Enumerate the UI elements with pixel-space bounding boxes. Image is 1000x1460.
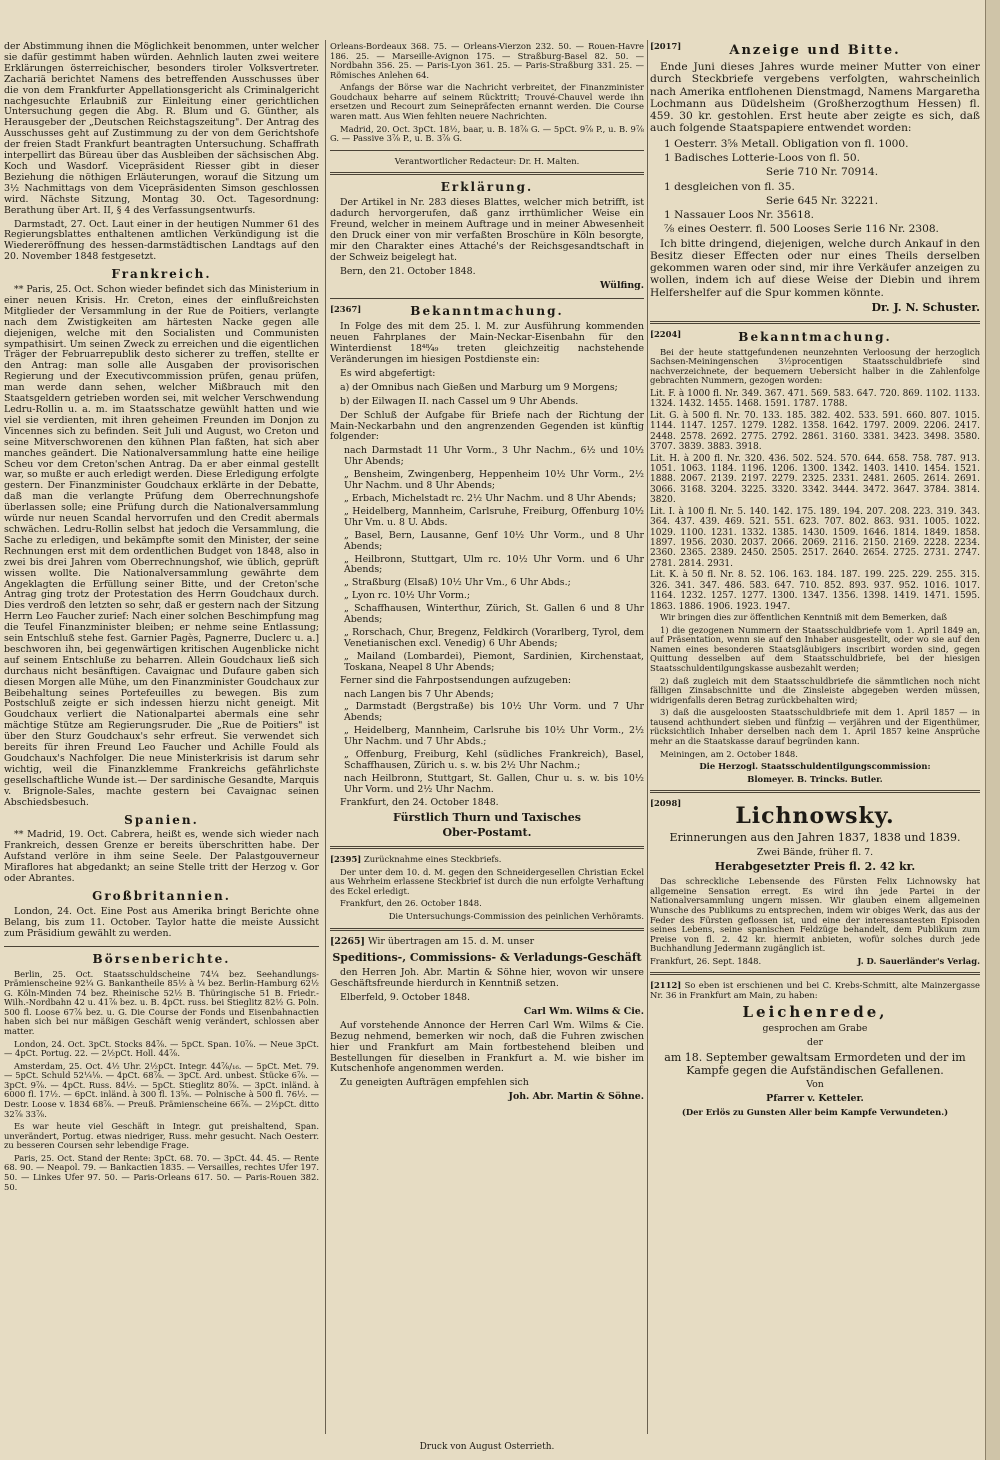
article-paragraph: London, 24. Oct. Eine Post aus Amerika bringt Berichte ohne Belang, bis zum 11. October. Taylor hatte die meiste Aussicht zum Präsidium gewählt zu werden. [4, 905, 319, 939]
divider [650, 321, 980, 324]
notice-paragraph: Wir bringen dies zur öffentlichen Kenntniß mit dem Bemerken, daß [660, 612, 947, 623]
stolen-item: 1 Nassauer Loos Nr. 35618. [664, 209, 814, 222]
route-item: „ Lyon rc. 10½ Uhr Vorm.; [344, 590, 471, 602]
notice-signature: Die Untersuchungs-Commission des peinlichen Verhöramts. [388, 910, 644, 921]
notice-date: Frankfurt, den 26. October 1848. [340, 898, 482, 909]
notice-date: Bern, den 21. October 1848. [340, 265, 476, 277]
notice-paragraph: b) der Eilwagen II. nach Cassel um 9 Uhr Abends. [340, 395, 579, 407]
notice-signature: Joh. Abr. Martin & Söhne. [508, 1091, 644, 1103]
heading-speditions-geschaeft: Speditions-, Commissions- & Verladungs-Geschäft [332, 951, 642, 965]
market-report: Orleans-Bordeaux 368. 75. — Orleans-Vierzon 232. 50. — Rouen-Havre 186. 25. — Marseille-Avignon 175. — Straßburg-Basel 82. 50. — Nordbahn 356. 25. — Paris-Lyon 361. 25. — Paris-Straßburg 331. 25. — Römisches Anlehen 64. [330, 42, 644, 80]
book-author: Pfarrer v. Ketteler. [766, 1093, 864, 1105]
book-detail: am 18. September gewaltsam Ermordeten und der im Kampfe gegen die Aufständischen Gefallenen. [664, 1050, 966, 1077]
notice-title: Zurücknahme eines Steckbriefs. [363, 854, 502, 865]
article-paragraph: ** Paris, 25. Oct. Schon wieder befindet sich das Ministerium in einer neuen Krisis. Hr. Creton, eines der einflußreichsten Mitglieder der Versammlung in der Rue de Poitiers, verlangte nach dem Zwistigkeiten am härtesten Nacke gegen alle diejenigen, welche mit den Socialisten und Communisten sympathisirt. Um seinen Zweck zu erreichen und die eigentlichen Träger der Februarrepublik desto sicherer zu treffen, stellte er den Antrag: man solle alle Ausgaben der provisorischen Regierung und der Executivcommission prüfen, genau prüfen, man werde dann sehen, welcher Mißbrauch mit den Staatsgeldern getrieben worden sei, mit welcher Verschwendung Ledru-Rollin u. a. m. im Staatsschatze gewühlt hatten und wie viel sie verdienten, mit ihren geheimen Freunden im Donjon zu Vincennes sich zu befinden. Seit Juli und August, wo Creton und seine Mitverschworenen den kühnen Plan faßten, hat sich aber manches geändert. Die Nationalversammlung hatte eine heilige Scheu vor dem Creton'schen Antrag. Da er aber einmal gestellt war, so mußte er auch erledigt werden. Diese Erledigung erfolgte gestern. Der Finanzminister Goudchaux erklärte in der Debatte, daß man die verlangte Prüfung dem Oberrechnungshofe überlassen solle; eine Prüfung durch die Nationalversammlung würde nur neuen Scandal hervorrufen und den Credit abermals schwächen. Ledru-Rollin selbst hat jedoch die Versammlung, die Sache zu erledigen, und bekämpfte somit den Minister, der seine Rechnungen erst mit dem ordentlichen Budget von 1848, also in zwei bis drei Jahren vom Oberrechnungshof, wie üblich, geprüft wissen wollte. Die Nationalversammlung gewährte dem Angeklagten die Erfüllung seiner Bitte, und der Creton'sche Antrag ging trotz der Protestation des Herrn Goudchaux durch. Dies verdroß den letzten so sehr, daß er gestern nach der Sitzung Herrn Leo Faucher zurief: Nach einer solchen Beschimpfung mag die Teufel Finanzminister bleiben; er nehme seine Entlassung; sein Entschluß stehe fest. Garnier Pagès, Pagnerre, Duclerc u. a.] beschworen ihn, bei gegenwärtigen kritischen Augenblicke nicht auf seinem Entschluße zu beharren. Allein Goudchaux ließ sich durchaus nicht besänftigen. Cavaignac und Dufaure gaben sich diesen Morgen alle Mühe, um den Finanzminister Goudchaux zur Beibehaltung seines Portefeuilles zu bewegen. Bis zum Postschluß zeigte er sich indessen hierzu nicht geneigt. Mit Goudchaux verliert die Nationalpartei abermals eine sehr mächtige Stütze am Regierungsruder. Die „Rue de Poitiers" ist über den Sturz Goudchaux's sehr erfreut. Sie verwendet sich bereits für ihren Freund Leo Faucher und Achille Fould als Goudchaux's Nachfolger. Die neue Ministerkrisis ist darum sehr wichtig, weil die Finanzklemme Frankreichs gefährlichste gesellschaftliche Wunde ist.— Der sardinische Gesandte, Marquis v. Brignole-Sales, machte gestern bei Cavaignac seinen Abschiedsbesuch. [4, 284, 319, 808]
stolen-item: Serie 645 Nr. 32221. [765, 194, 879, 207]
market-report: Berlin, 25. Oct. Staatsschuldscheine 74¼ bez. Seehandlungs-Prämienscheine 92¼ G. Bankantheile 85½ à ¼ bez. Berlin-Hamburg 62½ G. Köln-Minden 74 bez. Rheinische 52½ B. Thüringische 51 B. Friedr.-Wilh.-Nordbahn 42 u. 41⅞ bez. u. B. 4pCt. russ. bei Stieglitz 82½ G. Poln. 500 fl. Loose 67⅞ bez. u. G. Die Course der Fonds und Eisenbahnactien haben sich bei nur mäßigen Geschäft wenig verändert, schlossen aber matter. [4, 968, 319, 1036]
notice-signature: Wülfing. [600, 279, 644, 291]
notice-paragraph: Es wird abgefertigt: [340, 367, 436, 379]
notice-paragraph: Ende Juni dieses Jahres wurde meiner Mutter von einer durch Steckbriefe vergebens verfolgten, wahrscheinlich nach Amerika entflohenen Dienstmagd, Namens Margaretha Lochmann aus Düdelsheim (Großherzogthum Hessen) fl. 459. 30 kr. gestohlen. Erst heute aber zeigte es sich, daß auch folgende Staatspapiere entwendet worden: [650, 60, 980, 135]
notice-paragraph: Zu geneigten Aufträgen empfehlen sich [340, 1077, 529, 1089]
notice-paragraph: 3) daß die ausgeloosten Staatsschuldbriefe mit dem 1. April 1857 — in tausend achthundert sieben und fünfzig — verjähren und der Eigenthümer, rücksichtlich Inhaber derselben nach dem 1. April 1857 keine Ansprüche mehr an die Staatskasse darauf begründen kann. [650, 707, 980, 747]
heading-bekanntmachung: Bekanntmachung. [738, 329, 892, 344]
notice-paragraph: Der Artikel in Nr. 283 dieses Blattes, welcher mich betrifft, ist dadurch hervorgerufen, daß ganz irrthümlicher Weise ein Freund, welcher in meinem Auftrage und in meiner Abwesenheit den Druck einer von mir verfaßten Broschüre in Köln besorgte, mir den Charakter eines Attaché's der Reichsgesandtschaft in der Schweiz beigelegt hat. [330, 197, 644, 263]
book-detail: Von [806, 1079, 824, 1091]
route-item: nach Heilbronn, Stuttgart, St. Gallen, Chur u. s. w. bis 10½ Uhr Vorm. und 2½ Uhr Nachm. [344, 772, 644, 795]
notice-date: Elberfeld, 9. October 1848. [340, 992, 470, 1004]
divider [650, 790, 980, 793]
book-detail: gesprochen am Grabe [762, 1022, 868, 1034]
route-item: „ Offenburg, Freiburg, Kehl (südliches Frankreich), Basel, Schaffhausen, Zürich u. s. w. bis 2½ Uhr Nachm.; [344, 749, 644, 771]
divider [330, 150, 644, 151]
route-item: „ Mailand (Lombardei), Piemont, Sardinien, Kirchenstaat, Toskana, Neapel 8 Uhr Abends; [344, 650, 644, 673]
market-report: Anfangs der Börse war die Nachricht verbreitet, der Finanzminister Goudchaux beharre auf seinem Rücktritt; Trouvé-Chauvel werde ihn ersetzen und Recourt zum Seinepräfecten ernannt werden. Die Course waren matt. Aus Wien fehlten neuere Nachrichten. [330, 82, 644, 122]
adjacent-page-edge [985, 0, 1000, 1460]
market-report: London, 24. Oct. 3pCt. Stocks 84⅞. — 5pCt. Span. 10⅞. — Neue 3pCt. — 4pCt. Portug. 22. — 2½pCt. Holl. 44⅞. [4, 1038, 319, 1059]
printer-line: Druck von August Osterrieth. [419, 1441, 555, 1452]
notice-paragraph: Auf vorstehende Annonce der Herren Carl Wm. Wilms & Cie. Bezug nehmend, bemerken wir noch, daß die Fuhren zwischen hier und Frankfurt am Main fortbestehend bleiben und Bestellungen für dieselben in Frankfurt a. M. wie bisher im Kutschenhofe angenommen werden. [330, 1019, 644, 1075]
article-paragraph: ** Madrid, 19. Oct. Cabrera, heißt es, wende sich wieder nach Frankreich, dessen Grenze er bereits überschritten habe. Der Aufstand verlöre in ihm seine Seele. Der Palastgouverneur Miraflores hat abgedankt; an seine Stelle tritt der Herzog v. Gor oder Abrantes. [4, 829, 319, 885]
route-item: „ Erbach, Michelstadt rc. 2½ Uhr Nachm. und 8 Uhr Abends; [344, 493, 637, 505]
notice-signature: Dr. J. N. Schuster. [871, 301, 980, 315]
notice-paragraph: 2) daß zugleich mit dem Staatsschuldbriefe die sämmtlichen noch nicht fälligen Zinsabschnitte und die Zinsleiste abgegeben werden müssen, widrigenfalls deren Betrag zurückbehalten wird; [650, 675, 980, 705]
lottery-numbers: Lit. G. à 500 fl. Nr. 70. 133. 185. 382. 402. 533. 591. 660. 807. 1015. 1144. 1147. 1257. 1279. 1282. 1358. 1642. 1797. 2009. 2206. 2417. 2448. 2578. 2692. 2775. 2792. 2861. 3160. 3381. 3423. 3498. 3580. 3707. 3839. 3883. 3918. [650, 410, 980, 453]
divider [330, 928, 644, 931]
column-left [4, 42, 319, 1434]
notice-paragraph: Ich bitte dringend, diejenigen, welche durch Ankauf in den Besitz dieser Effecten oder nur eines Theils derselben gekommen waren oder sind, mir ihre Verkäufer anzeigen zu wollen, indem ich auf diese Weise der Diebin und ihrem Helfershelfer auf die Spur kommen könnte. [650, 237, 980, 299]
column-right [650, 42, 980, 1434]
ad-code: [2265] [330, 935, 365, 947]
route-item: „ Bensheim, Zwingenberg, Heppenheim 10½ Uhr Vorm., 2½ Uhr Nachm. und 8 Uhr Abends; [344, 469, 644, 492]
lottery-numbers: Lit. K. à 50 fl. Nr. 8. 52. 106. 163. 184. 187. 199. 225. 229. 255. 315. 326. 341. 347. 486. 583. 647. 710. 852. 893. 937. 952. 1016. 1017. 1164. 1232. 1257. 1277. 1300. 1347. 1356. 1398. 1419. 1471. 1595. 1863. 1886. 1906. 1923. 1947. [650, 570, 980, 612]
market-report: Madrid, 20. Oct. 3pCt. 18½, baar, u. B. 18⅞ G. — 5pCt. 9⅞ P., u. B. 9⅞ G. — Passive 3⅞ P., u. B. 3⅞ G. [330, 123, 644, 144]
heading-leichenrede: Leichenrede, [742, 1002, 888, 1021]
market-report: Es war heute viel Geschäft in Integr. gut preishaltend, Span. unverändert, Portug. etwas niedriger, Russ. mehr gesucht. Nach Oesterr. zu besseren Coursen sehr lebendige Frage. [4, 1121, 319, 1151]
notice-paragraph: Der Schluß der Aufgabe für Briefe nach der Richtung der Main-Neckarbahn und den angrenzenden Gegenden ist künftig folgender: [330, 409, 644, 443]
section-heading-spanien: Spanien. [124, 812, 199, 827]
heading-bekanntmachung: Bekanntmachung. [410, 304, 564, 319]
ad-code: [2367] [330, 303, 362, 314]
editor-line: Verantwortlicher Redacteur: Dr. H. Malten. [394, 155, 580, 166]
route-item: „ Basel, Bern, Lausanne, Genf 10½ Uhr Vorm., und 8 Uhr Abends; [344, 529, 644, 552]
stolen-item: ⅞ eines Oesterr. fl. 500 Looses Serie 116 Nr. 2308. [664, 223, 939, 236]
lottery-numbers: Lit. F. à 1000 fl. Nr. 349. 367. 471. 569. 583. 647. 720. 869. 1102. 1133. 1324. 1432. 1455. 1468. 1591. 1787. 1788. [650, 388, 980, 410]
route-item: „ Heidelberg, Mannheim, Carlsruhe bis 10½ Uhr Vorm., 2½ Uhr Nachm. und 7 Uhr Abds.; [344, 725, 644, 748]
route-item: „ Heilbronn, Stuttgart, Ulm rc. 10½ Uhr Vorm. und 6 Uhr Abends; [344, 553, 644, 576]
ad-code: [2204] [650, 328, 682, 339]
heading-lichnowsky: Lichnowsky. [735, 803, 895, 830]
notice-intro: So eben ist erschienen und bei C. Krebs-Schmitt, alte Mainzergasse Nr. 36 in Frankfurt am Main, zu haben: [650, 980, 980, 1000]
ad-code: [2017] [650, 42, 682, 51]
stolen-item: 1 Badisches Lotterie-Loos von fl. 50. [664, 151, 860, 164]
notice-paragraph: Das schreckliche Lebensende des Fürsten Felix Lichnowsky hat allgemeine Sensation erregt. Es wird ihn jede Partei in der Nationalversammlung ungern missen. Wir glauben einem allgemeinen Wunsche des Publikums zu entsprechen, indem wir obiges Werk, das aus der Feder des Fürsten geflossen ist, und eine der interessantesten Episoden seines Lebens, seine spanischen Feldzüge behandelt, dem Publikum zum Preise von fl. 2. 42 kr. hiermit anbieten, wofür solches durch jede Buchhandlung Jedermann zugänglich ist. [650, 876, 980, 954]
notice-paragraph: Bei der heute stattgefundenen neunzehnten Verloosung der herzoglich Sachsen-Meiningenschen 3½procentigen Staatsschuldbriefe sind nachverzeichnete, der bequemern Uebersicht halber in die Zahlenfolge gebrachten Nummern, gezogen worden: [650, 346, 980, 386]
route-item: „ Rorschach, Chur, Bregenz, Feldkirch (Vorarlberg, Tyrol, dem Venetianischen excl. Venedig) 6 Uhr Abends; [344, 626, 644, 649]
ad-code: [2112] [650, 980, 682, 991]
notice-paragraph: In Folge des mit dem 25. l. M. zur Ausführung kommenden neuen Fahrplanes der Main-Neckar-Eisenbahn für den Winterdienst 18⁴⁸⁄₄₉ treten gleichzeitig nachstehende Veränderungen im hiesigen Postdienste ein: [330, 321, 644, 366]
stolen-item: Serie 710 Nr. 70914. [765, 166, 879, 179]
section-heading-grossbritannien: Großbritannien. [92, 888, 231, 903]
article-paragraph: Darmstadt, 27. Oct. Laut einer in der heutigen Nummer 61 des Regierungsblattes enthaltenen amtlichen Verkündigung ist die Wiedereröffnung des hessen-darmstädtischen Landtags auf den 20. November 1848 festgesetzt. [4, 218, 319, 263]
route-item: nach Langen bis 7 Uhr Abends; [344, 688, 494, 700]
route-item: „ Schaffhausen, Winterthur, Zürich, St. Gallen 6 und 8 Uhr Abends; [344, 603, 644, 626]
book-title: Erinnerungen aus den Jahren 1837, 1838 und 1839. [669, 830, 961, 844]
market-report: Paris, 25. Oct. Stand der Rente: 3pCt. 68. 70. — 3pCt. 44. 45. — Rente 68. 90. — Neapol. 79. — Bankactien 1835. — Versailles, rechtes Ufer 197. 50. — Linkes Ufer 97. 50. — Paris-Orleans 617. 50. — Paris-Rouen 382. 50. [4, 1152, 319, 1192]
route-item: nach Darmstadt 11 Uhr Vorm., 3 Uhr Nachm., 6½ und 10½ Uhr Abends; [344, 445, 644, 468]
book-detail: Zwei Bände, früher fl. 7. [756, 846, 874, 858]
column-rule [647, 40, 648, 1434]
lottery-numbers: Lit. H. à 200 fl. Nr. 320. 436. 502. 524. 570. 644. 658. 758. 787. 913. 1051. 1063. 1184. 1196. 1206. 1300. 1342. 1403. 1410. 1454. 1521. 1888. 2067. 2139. 2197. 2279. 2325. 2331. 2481. 2605. 2614. 2691. 3066. 3168. 3204. 3225. 3320. 3342. 3444. 3472. 3647. 3784. 3814. 3820. [650, 453, 980, 506]
heading-erklaerung: Erklärung. [440, 180, 534, 195]
book-detail: der [806, 1036, 824, 1048]
article-paragraph: der Abstimmung ihnen die Möglichkeit benommen, unter welcher sie dafür gestimmt haben würden. Aehnlich lauten zwei weitere Erklärungen österreichischer, besonders tiroler Volksvertreter. Zachariä berichtet Namens des betreffenden Ausschusses über die von dem Frankfurter Appellationsgericht als Criminalgericht nachgesuchte Erlaubniß zur Einleitung einer gerichtlichen Untersuchung gegen die Abg. R. Blum und G. Günther, als Herausgeber der „Deutschen Reichstagszeitung". Der Antrag des Ausschusses geht auf Zustimmung zu der von dem Gerichtshofe der freien Stadt Frankfurt beantragten Untersuchung. Schaffrath interpellirt das Büreau über das Ausbleiben der sächsischen Abg. Koch und Wasdorf. Vicepräsident Riesser gibt in dieser Beziehung die nöthigen Erläuterungen, worauf die Sitzung um 3½ Nachmittags von dem Vicepräsidenten Simson geschlossen wird. Nächste Sitzung, Montag 30. Oct. Tagesordnung: Berathung über Art. II, § 4 des Verfassungsentwurfs. [4, 42, 319, 216]
notice-signature: J. D. Sauerländer's Verlag. [857, 955, 980, 966]
section-heading-frankreich: Frankreich. [111, 267, 212, 282]
book-price: Herabgesetzter Preis fl. 2. 42 kr. [714, 860, 916, 874]
notice-date: Frankfurt, 26. Sept. 1848. [650, 955, 762, 966]
stolen-item: 1 Oesterr. 3⅝ Metall. Obligation von fl. 1000. [664, 137, 909, 150]
heading-anzeige-und-bitte: Anzeige und Bitte. [729, 42, 901, 58]
lottery-numbers: Lit. I. à 100 fl. Nr. 5. 140. 142. 175. 189. 194. 207. 208. 223. 319. 343. 364. 437. 439. 469. 521. 551. 623. 707. 802. 863. 931. 1005. 1022. 1029. 1100. 1231. 1332. 1385. 1430. 1509. 1646. 1814. 1849. 1858. 1897. 1956. 2030. 2037. 2066. 2069. 2116. 2150. 2169. 2228. 2234. 2360. 2365. 2389. 2450. 2505. 2517. 2640. 2654. 2725. 2731. 2747. 2781. 2814. 2931. [650, 506, 980, 569]
market-report: Amsterdam, 25. Oct. 4½ Uhr. 2½pCt. Integr. 44⅞/₁₆. — 5pCt. Met. 79. — 5pCt. Schuld 52¼⅛. — 4pCt. 68⅞. — 3pCt. Ard. unbest. Stücke 6⅞. — 3pCt. 9⅞. — 4pCt. Russ. 84½. — 5pCt. Stieglitz 80⅞. — 3pCt. inländ. à 6000 fl. 17½. — 6pCt. inländ. à 300 fl. 13⅝. — Polnische à 500 fl. 76½. — Destr. Loose v. 1834 68⅞. — Preuß. Prämienscheine 66⅞. — 2½pCt. ditto 32⅞ 33⅞. [4, 1060, 319, 1119]
column-rule [325, 40, 326, 1434]
notice-paragraph: den Herren Joh. Abr. Martin & Söhne hier, wovon wir unsere Geschäftsfreunde hierdurch in Kenntniß setzen. [330, 967, 644, 990]
notice-date: Frankfurt, den 24. October 1848. [340, 796, 499, 808]
divider [330, 172, 644, 175]
route-item: „ Darmstadt (Bergstraße) bis 10½ Uhr Vorm. und 7 Uhr Abends; [344, 701, 644, 724]
column-middle [330, 42, 644, 1434]
book-note: (Der Erlös zu Gunsten Aller beim Kampfe Verwundeten.) [681, 1107, 949, 1118]
divider [330, 298, 644, 299]
notice-signature: Ober-Postamt. [442, 826, 532, 840]
divider [330, 846, 644, 849]
notice-signature: Blomeyer. B. Trincks. Butler. [747, 773, 883, 784]
notice-intro: Wir übertragen am 15. d. M. unser [367, 935, 535, 947]
notice-paragraph: Ferner sind die Fahrpostsendungen aufzugeben: [340, 674, 572, 686]
ad-code: [2395] [330, 854, 362, 865]
notice-signature: Carl Wm. Wilms & Cie. [523, 1005, 644, 1017]
notice-paragraph: Der unter dem 10. d. M. gegen den Schneidergesellen Christian Eckel aus Wehrheim erlassene Steckbrief ist durch die nun erfolgte Verhaftung des Eckel erledigt. [330, 866, 644, 896]
ad-code: [2098] [650, 798, 682, 809]
divider [4, 946, 319, 947]
divider [650, 972, 980, 975]
notice-signature: Fürstlich Thurn und Taxisches [393, 810, 581, 824]
section-heading-boersenberichte: Börsenberichte. [92, 951, 231, 966]
route-item: „ Straßburg (Elsaß) 10½ Uhr Vm., 6 Uhr Abds.; [344, 577, 571, 589]
notice-paragraph: a) der Omnibus nach Gießen und Marburg um 9 Morgens; [340, 381, 618, 393]
notice-date: Meiningen, am 2. October 1848. [660, 748, 798, 759]
route-item: „ Heidelberg, Mannheim, Carlsruhe, Freiburg, Offenburg 10½ Uhr Vm. u. 8 U. Abds. [344, 505, 644, 528]
stolen-item: 1 desgleichen von fl. 35. [664, 180, 795, 193]
notice-paragraph: 1) die gezogenen Nummern der Staatsschuldbriefe vom 1. April 1849 an, auf Präsentation, wenn sie auf den Inhaber ausgestellt, oder wo sie auf den Namen eines besonderen Staatsgläubigers inscribirt worden sind, gegen Quittung desselben auf dem Staatsschuldbriefe, bei der hiesigen Staatsschuldentilgungskasse ausbezahlt werden; [650, 624, 980, 673]
notice-signature: Die Herzogl. Staatsschuldentilgungscommission: [699, 761, 931, 772]
